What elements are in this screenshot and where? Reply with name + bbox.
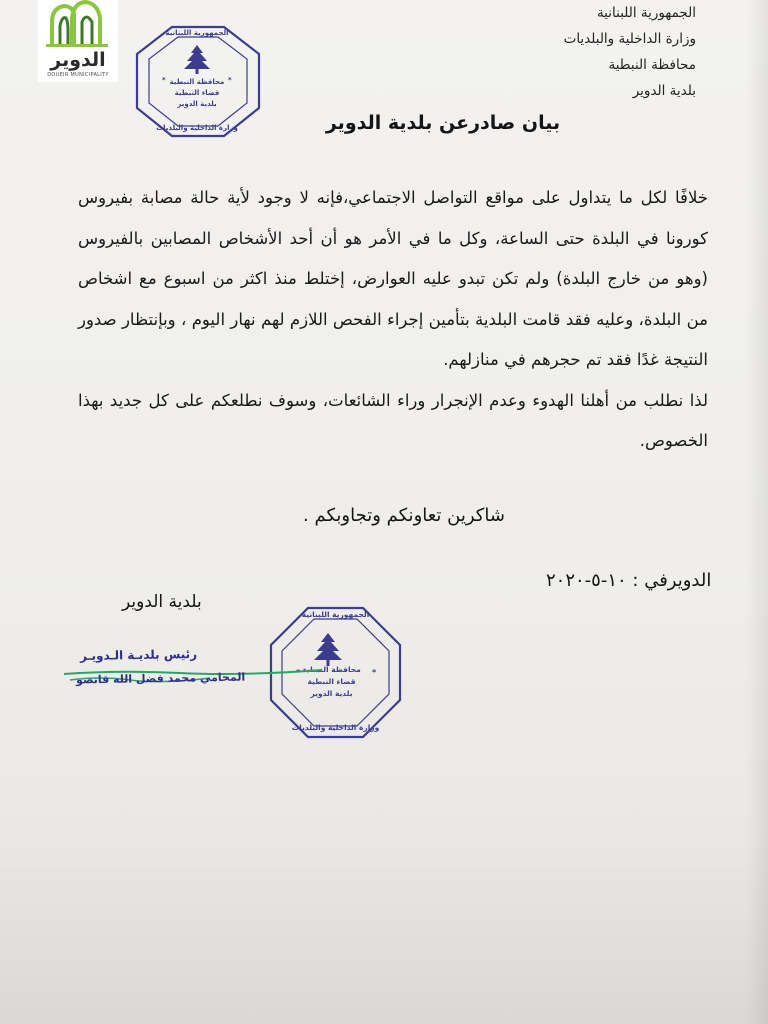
header-republic: الجمهورية اللبنانية (596, 5, 696, 21)
municipality-logo-icon (38, 0, 118, 82)
statement-paragraph-2: لذا نطلب من أهلنا الهدوء وعدم الإنجرار وراء الشائعات، وسوف نطلعكم على كل جديد بهذا الخصوص. (78, 390, 708, 450)
statement-paragraph-1: خلافًا لكل ما يتداول على مواقع التواصل الاجتماعي،فإنه لا وجود لأية حالة مصابة بفيروس كورونا في البلدة حتى الساعة، وكل ما في الأمر هو أن أحد الأشخاص المصابين بالفيروس (وهو من خارج البلدة) ولم تكن تبدو عليه العوارض، إختلط منذ اكثر من اسبوع مع اشخاص من البلدة، وعليه فقد قامت البلدية بتأمين إجراء الفحص اللازم لهم نهار اليوم ، وبإنتظار صدور النتيجة غدًا فقد تم حجرهم في منازلهم. (78, 188, 708, 369)
svg-text:*: * (296, 668, 301, 677)
seal-bottom-ring-bottom: وزارة الداخلية والبلديات (291, 723, 380, 732)
logo-subtitle: DOUEIR MUNICIPALITY (47, 72, 109, 78)
logo-wordmark: الدوير (50, 49, 106, 71)
statement-title: بيان صادرعن بلدية الدوير (325, 112, 561, 134)
page-shadow-bottom (0, 824, 768, 1024)
header-ministry: وزارة الداخلية والبلديات (563, 31, 696, 47)
signatory-municipality: بلدية الدوير (122, 592, 202, 612)
seal-top-line3: بلدية الدوير (177, 100, 217, 108)
cedar-tree-icon (184, 45, 210, 74)
svg-text:*: * (228, 76, 232, 84)
seal-top-ring-bottom: وزارة الداخلية والبلديات (156, 124, 238, 132)
seal-bottom-ring-top: الجمهورية اللبنانية (301, 610, 370, 619)
svg-text:*: * (372, 668, 377, 677)
seal-bottom-line3: بلدية الدوير (310, 689, 353, 698)
place-and-date: الدويرفي : ١٠-٥-٢٠٢٠ (546, 570, 712, 591)
svg-text:*: * (162, 76, 166, 84)
stamp-name-line: المحامي محمد فضل الله قانصو (75, 670, 246, 687)
header-municipality: بلدية الدوير (632, 83, 696, 99)
stamp-title-line: رئيس بلديـة الـدويـر (79, 646, 198, 664)
letterhead (436, 0, 696, 104)
seal-top-line1: محافظة النبطية (169, 78, 225, 86)
header-governorate: محافظة النبطية (608, 57, 696, 73)
seal-bottom-line2: قضاء النبطية (307, 677, 356, 686)
seal-top-ring-top: الجمهورية اللبنانية (165, 29, 229, 37)
seal-bottom-line1: محافظة النبطية (302, 665, 361, 674)
closing-thanks: شاكرين تعاونكم وتجاوبكم . (303, 505, 505, 526)
statement-body (78, 178, 708, 462)
seal-top-line2: قضاء النبطية (174, 89, 220, 97)
